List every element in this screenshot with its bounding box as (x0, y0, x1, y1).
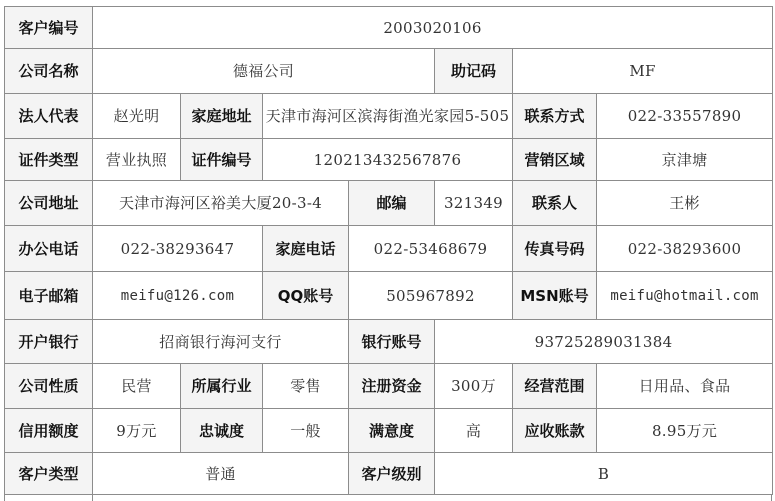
label-mnemonic: 助记码 (435, 49, 513, 94)
row-email (5, 272, 773, 320)
label-id-number: 证件编号 (181, 139, 263, 181)
row-company-name (5, 49, 773, 94)
row-office-phone (5, 226, 773, 272)
label-business-scope: 经营范围 (513, 364, 597, 409)
value-company-nature: 民营 (93, 364, 181, 409)
value-customer-no: 2003020106 (93, 7, 773, 49)
label-email: 电子邮箱 (5, 272, 93, 320)
row-customer-type (5, 453, 773, 495)
label-office-phone: 办公电话 (5, 226, 93, 272)
value-legal-rep: 赵光明 (93, 94, 181, 139)
value-contact-person: 王彬 (597, 181, 773, 226)
value-email: meifu@126.com (93, 272, 263, 320)
label-home-address: 家庭地址 (181, 94, 263, 139)
value-qq: 505967892 (349, 272, 513, 320)
label-company-nature: 公司性质 (5, 364, 93, 409)
label-contact-method: 联系方式 (513, 94, 597, 139)
label-contact-person: 联系人 (513, 181, 597, 226)
value-office-phone: 022-38293647 (93, 226, 263, 272)
label-qq: QQ账号 (263, 272, 349, 320)
column-divider (92, 494, 93, 501)
label-loyalty: 忠诚度 (181, 409, 263, 453)
label-company-name: 公司名称 (5, 49, 93, 94)
next-row-edge (4, 494, 772, 501)
label-credit-limit: 信用额度 (5, 409, 93, 453)
value-company-name: 德福公司 (93, 49, 435, 94)
label-legal-rep: 法人代表 (5, 94, 93, 139)
label-bank: 开户银行 (5, 320, 93, 364)
label-bank-account: 银行账号 (349, 320, 435, 364)
label-fax: 传真号码 (513, 226, 597, 272)
value-bank-account: 93725289031384 (435, 320, 773, 364)
value-bank: 招商银行海河支行 (93, 320, 349, 364)
value-customer-level: B (435, 453, 773, 495)
row-credit-limit (5, 409, 773, 453)
value-business-scope: 日用品、食品 (597, 364, 773, 409)
value-postcode: 321349 (435, 181, 513, 226)
value-company-address: 天津市海河区裕美大厦20-3-4 (93, 181, 349, 226)
label-customer-type: 客户类型 (5, 453, 93, 495)
value-fax: 022-38293600 (597, 226, 773, 272)
label-sales-region: 营销区域 (513, 139, 597, 181)
value-industry: 零售 (263, 364, 349, 409)
value-home-phone: 022-53468679 (349, 226, 513, 272)
label-msn: MSN账号 (513, 272, 597, 320)
value-customer-type: 普通 (93, 453, 349, 495)
value-receivables: 8.95万元 (597, 409, 773, 453)
row-company-nature (5, 364, 773, 409)
row-legal-rep (5, 94, 773, 139)
label-registered-capital: 注册资金 (349, 364, 435, 409)
row-customer-no (5, 7, 773, 49)
value-home-address: 天津市海河区滨海街渔光家园5-505 (263, 94, 513, 139)
value-mnemonic: MF (513, 49, 773, 94)
label-industry: 所属行业 (181, 364, 263, 409)
row-id-type (5, 139, 773, 181)
value-credit-limit: 9万元 (93, 409, 181, 453)
value-msn: meifu@hotmail.com (597, 272, 773, 320)
label-company-address: 公司地址 (5, 181, 93, 226)
value-id-number: 120213432567876 (263, 139, 513, 181)
label-id-type: 证件类型 (5, 139, 93, 181)
row-bank (5, 320, 773, 364)
label-satisfaction: 满意度 (349, 409, 435, 453)
label-customer-no: 客户编号 (5, 7, 93, 49)
customer-info-table (4, 6, 773, 495)
value-contact-method: 022-33557890 (597, 94, 773, 139)
value-id-type: 营业执照 (93, 139, 181, 181)
value-loyalty: 一般 (263, 409, 349, 453)
label-postcode: 邮编 (349, 181, 435, 226)
value-satisfaction: 高 (435, 409, 513, 453)
label-customer-level: 客户级别 (349, 453, 435, 495)
label-receivables: 应收账款 (513, 409, 597, 453)
value-sales-region: 京津塘 (597, 139, 773, 181)
value-registered-capital: 300万 (435, 364, 513, 409)
label-home-phone: 家庭电话 (263, 226, 349, 272)
row-company-address (5, 181, 773, 226)
